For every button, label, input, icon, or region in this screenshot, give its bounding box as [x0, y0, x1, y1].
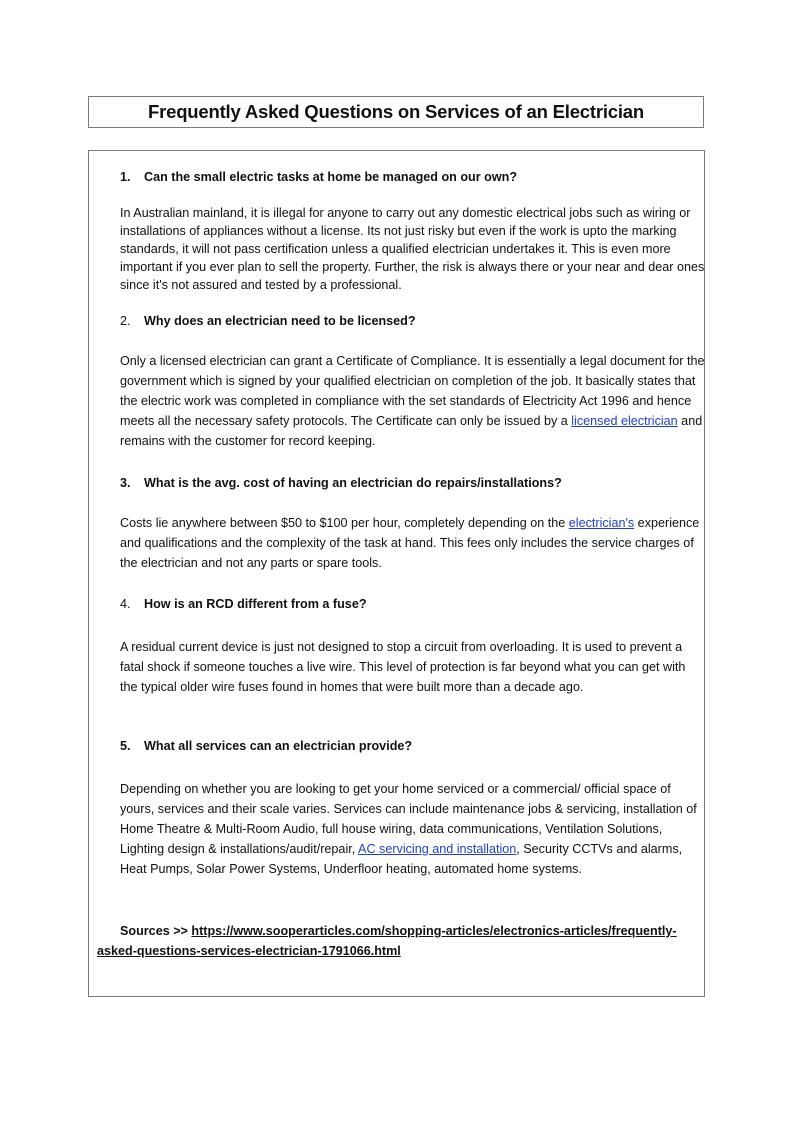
question-text: How is an RCD different from a fuse?	[144, 597, 367, 611]
sources-label: Sources >>	[120, 924, 192, 938]
faq-answer-2	[120, 351, 706, 451]
answer-text: and remains with the customer for record keeping.	[120, 414, 703, 448]
faq-answer-1: In Australian mainland, it is illegal for anyone to carry out any domestic electrical jobs such as wiring or installations of appliances without a license. Its not just risky but even if the work is upto the marking standards, it will not pass certification unless a qualified electrician undertakes it. This is even more important if you ever plan to sell the property. Further, the risk is always there or your near and dear ones since it's not assured and tested by a professional.	[120, 206, 705, 292]
question-text: Why does an electrician need to be licensed?	[144, 314, 416, 328]
faq-content-box	[88, 150, 705, 997]
faq-answer-3	[120, 513, 706, 573]
faq-answer-5	[120, 779, 706, 879]
faq-question-4	[120, 597, 367, 611]
page-title: Frequently Asked Questions on Services of an Electrician	[148, 101, 644, 122]
faq-question-5	[120, 739, 412, 753]
faq-question-3	[120, 476, 562, 490]
question-text: What is the avg. cost of having an electrician do repairs/installations?	[144, 476, 562, 490]
faq-question-2	[120, 314, 416, 328]
answer-text: experience and qualifications and the complexity of the task at hand. This fees only includes the service charges of the electrician and not any parts or spare tools.	[120, 516, 700, 570]
answer-text: Depending on whether you are looking to get your home serviced or a commercial/ official space of yours, services and their scale varies. Services can include maintenance jobs & servicing, installation of Home Theatre & Multi-Room Audio, full house wiring, data communications, Ventilation Solutions, Lighting design & installations/audit/repair,	[120, 782, 697, 856]
licensed-electrician-link[interactable]: licensed electrician	[571, 414, 678, 428]
question-number: 4.	[120, 597, 131, 611]
title-box	[88, 96, 704, 128]
question-text: Can the small electric tasks at home be managed on our own?	[144, 170, 518, 184]
question-number: 2.	[120, 314, 131, 328]
ac-servicing-link[interactable]: AC servicing and installation	[358, 842, 517, 856]
faq-question-1	[120, 170, 517, 184]
question-number: 3.	[120, 476, 131, 490]
answer-text: , Security CCTVs and alarms, Heat Pumps, Solar Power Systems, Underfloor heating, automated home systems.	[120, 842, 683, 876]
electricians-link[interactable]: electrician's	[568, 516, 635, 530]
faq-answer-4: A residual current device is just not designed to stop a circuit from overloading. It is used to prevent a fatal shock if someone touches a live wire. This level of protection is far beyond what you can get with the typical older wire fuses found in homes that were built more than a decade ago.	[120, 640, 686, 694]
question-number: 1.	[120, 170, 131, 184]
answer-text: Only a licensed electrician can grant a Certificate of Compliance. It is essentially a legal document for the government which is signed by your qualified electrician on completion of the job. It basically states that the electric work was completed in compliance with the set standards of Electricity Act 1996 and hence meets all the necessary safety protocols. The Certificate can only be issued by a	[120, 354, 705, 428]
sources-url-link[interactable]: https://www.sooperarticles.com/shopping-articles/electronics-articles/frequently-asked-questions-services-electrician-1791066.html	[97, 924, 677, 958]
sources-line	[97, 921, 697, 961]
question-number: 5.	[120, 739, 131, 753]
answer-text: Costs lie anywhere between $50 to $100 per hour, completely depending on the	[120, 516, 569, 530]
question-text: What all services can an electrician provide?	[144, 739, 413, 753]
